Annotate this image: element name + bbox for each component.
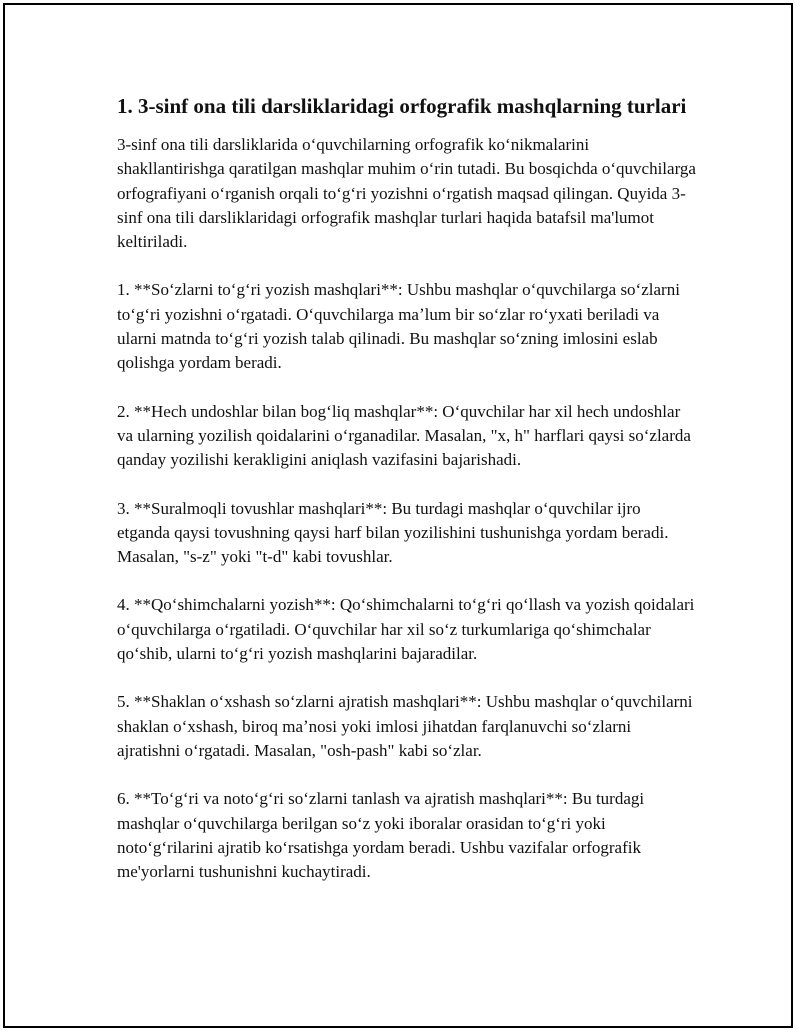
document-title: 1. 3-sinf ona tili darsliklaridagi orfografik mashqlarning turlari [117, 94, 687, 118]
exercise-type-4-paragraph: 4. **Qoʻshimchalarni yozish**: Qoʻshimchalarni toʻgʻri qoʻllash va yozish qoidalari oʻquvchilarga oʻrgatiladi. Oʻquvchilar har xil soʻz turkumlariga qoʻshimchalar qoʻshib, ularni toʻgʻri yozish mashqlarini bajaradilar. [117, 595, 695, 664]
exercise-type-6-paragraph: 6. **Toʻgʻri va notoʻgʻri soʻzlarni tanlash va ajratish mashqlari**: Bu turdagi mashqlar oʻquvchilarga berilgan soʻz yoki iboralar orasidan toʻgʻri yoki notoʻgʻrilarini ajratib koʻrsatishga yordam beradi. Ushbu vazifalar orfografik me'yorlarni tushunishni kuchaytiradi. [117, 789, 645, 882]
exercise-type-1-paragraph: 1. **Soʻzlarni toʻgʻri yozish mashqlari**: Ushbu mashqlar oʻquvchilarga soʻzlarni toʻgʻri yozishni oʻrgatadi. Oʻquvchilarga maʼlum bir soʻzlar roʻyxati beriladi va ularni matnda toʻgʻri yozish talab qilinadi. Bu mashqlar soʻzning imlosini eslab qolishga yordam beradi. [117, 280, 680, 373]
exercise-type-5-paragraph: 5. **Shaklan oʻxshash soʻzlarni ajratish mashqlari**: Ushbu mashqlar oʻquvchilarni shaklan oʻxshash, biroq maʼnosi yoki imlosi jihatdan farqlanuvchi soʻzlarni ajratishni oʻrgatadi. Masalan, "osh-pash" kabi soʻzlar. [117, 692, 693, 760]
exercise-type-3-paragraph: 3. **Suralmoqli tovushlar mashqlari**: Bu turdagi mashqlar oʻquvchilar ijro etganda qaysi tovushning qaysi harf bilan yozilishini tushunishga yordam beradi. Masalan, "s-z" yoki "t-d" kabi tovushlar. [117, 498, 669, 567]
intro-paragraph: 3-sinf ona tili darsliklarida oʻquvchilarning orfografik koʻnikmalarini shakllantirishga qaratilgan mashqlar muhim oʻrin tutadi. Bu bosqichda oʻquvchilarga orfografiyani oʻrganish orqali toʻgʻri yozishni oʻrgatish maqsad qilingan. Quyida 3-sinf ona tili darsliklaridagi orfografik mashqlar turlari haqida batafsil ma'lumot keltiriladi. [117, 135, 696, 252]
exercise-type-2-paragraph: 2. **Hech undoshlar bilan bogʻliq mashqlar**: Oʻquvchilar har xil hech undoshlar va ularning yozilish qoidalarini oʻrganadilar. Masalan, "x, h" harflari qaysi soʻzlarda qanday yozilishi kerakligini aniqlash vazifasini bajarishadi. [117, 401, 691, 470]
document-body [117, 92, 697, 908]
